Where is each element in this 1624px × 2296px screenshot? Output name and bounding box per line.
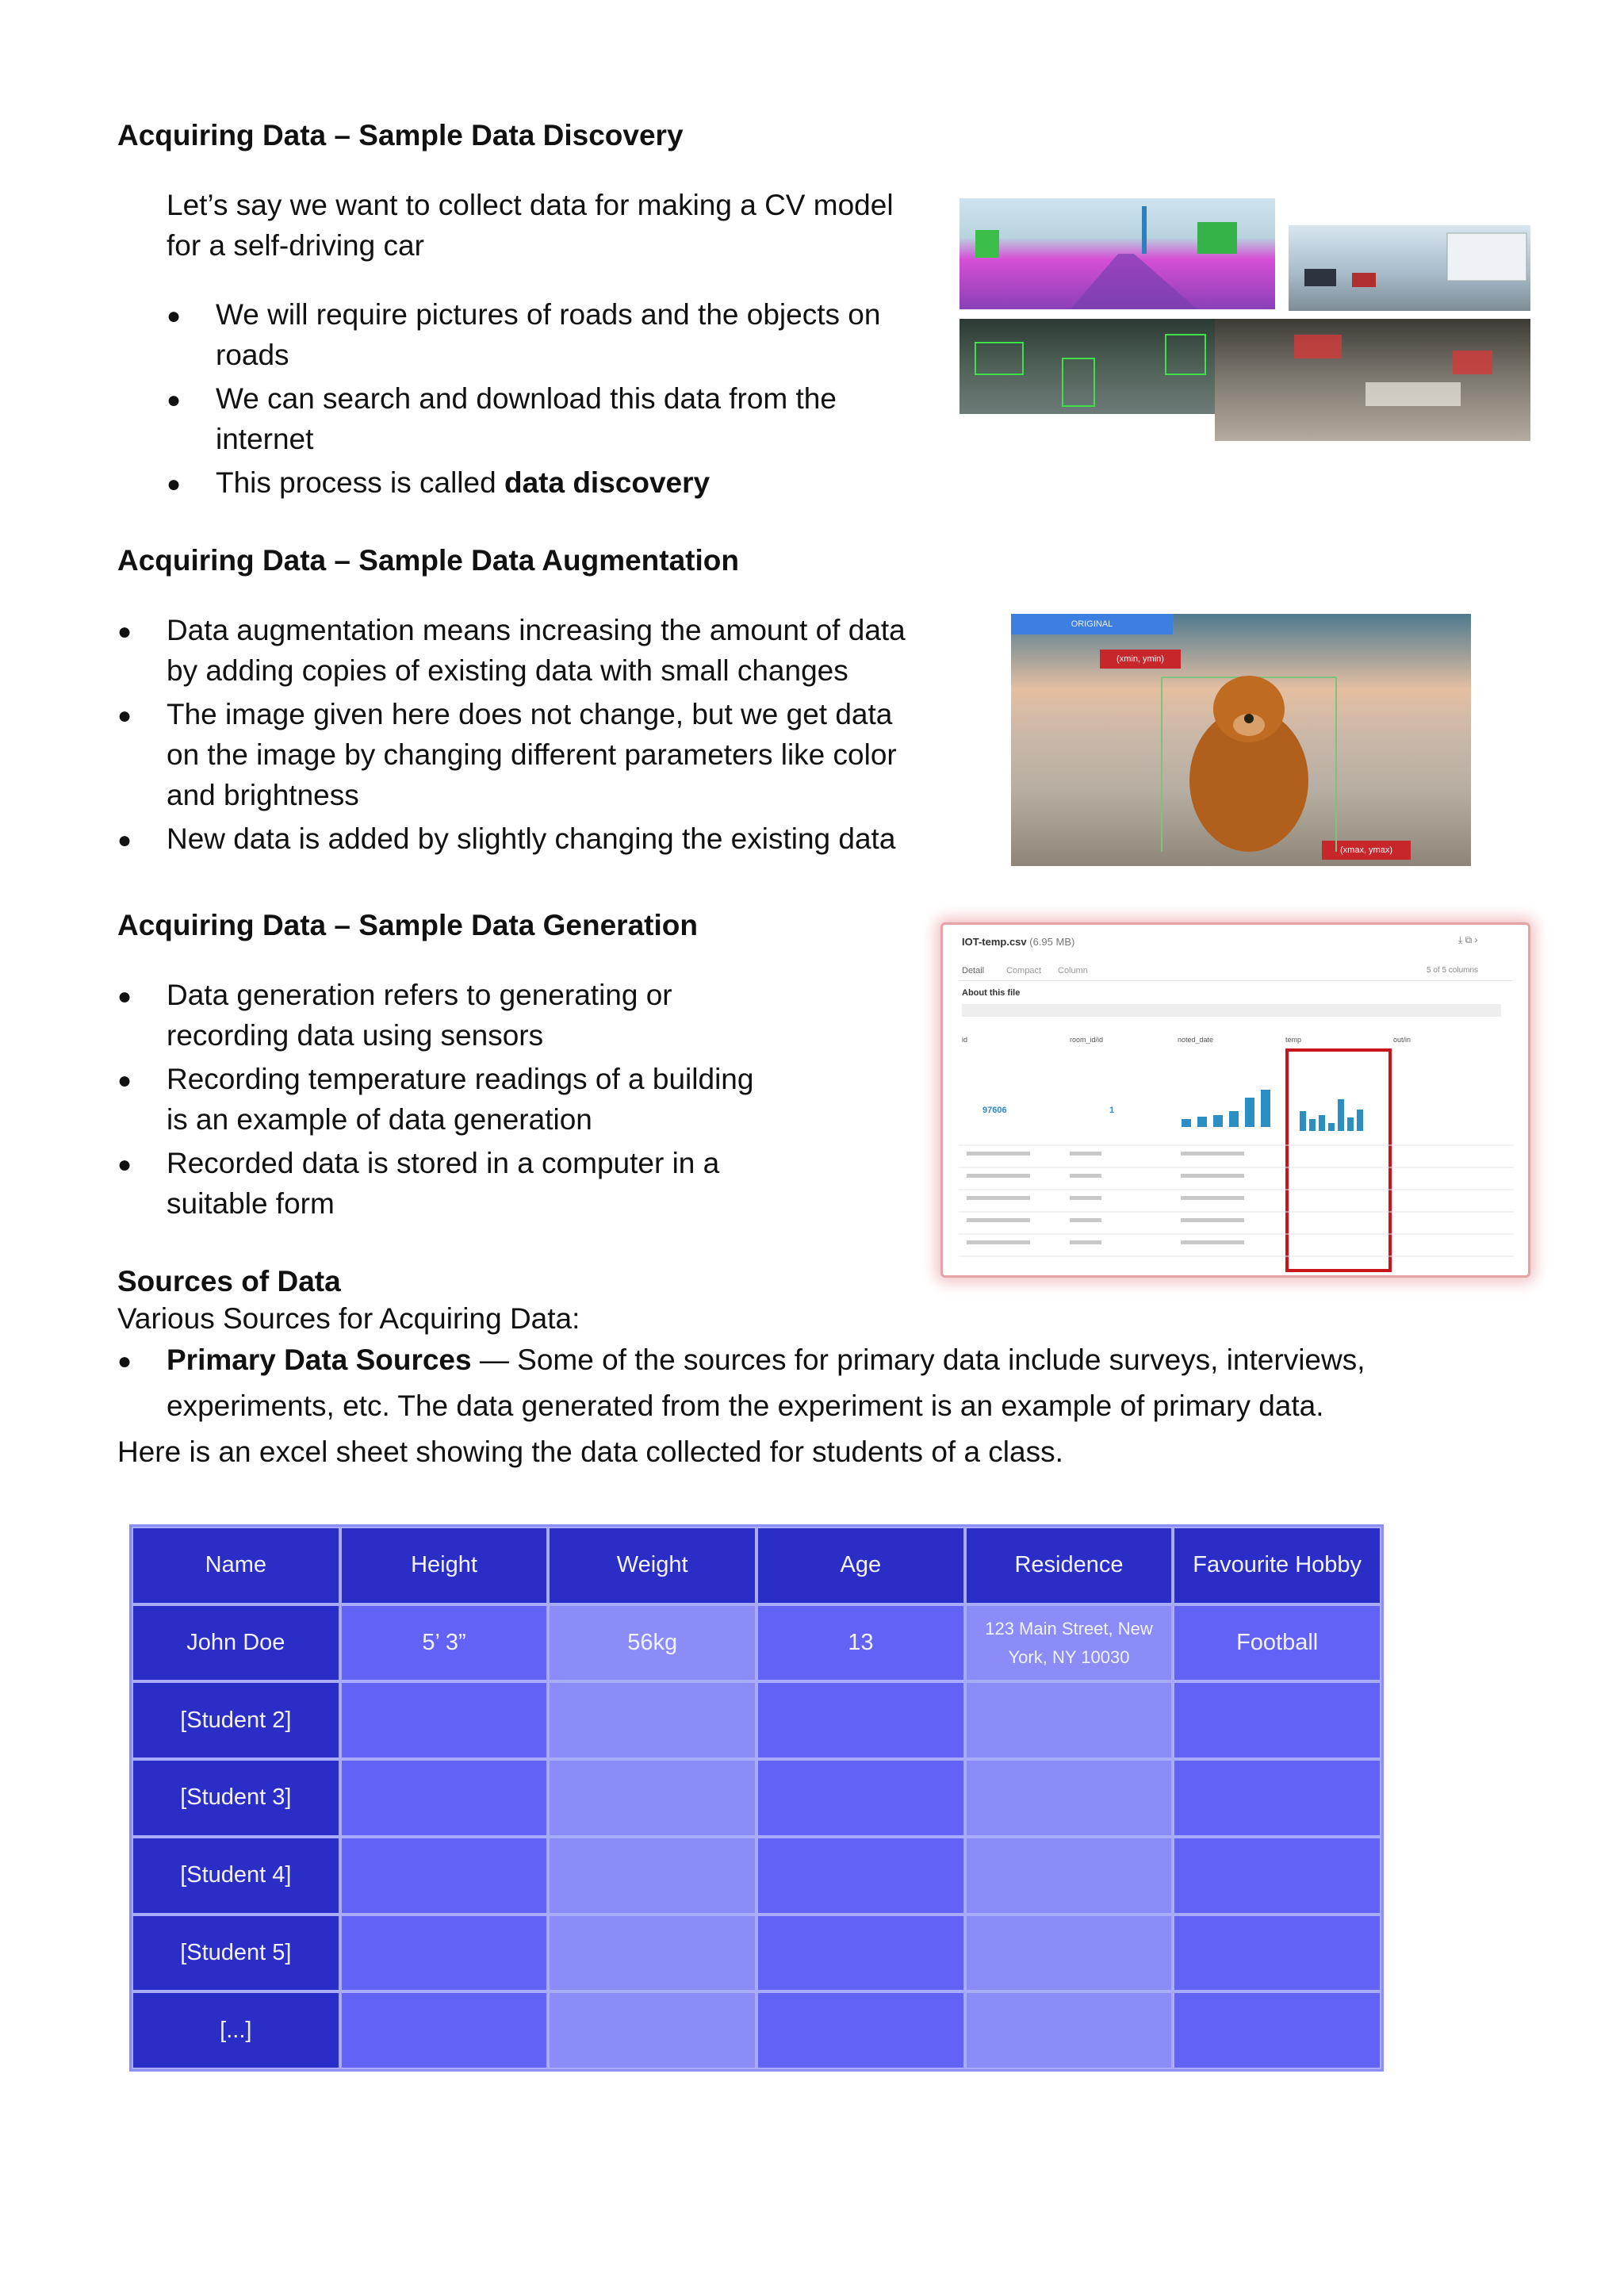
table-cell-empty	[756, 1991, 965, 2069]
table-cell-empty	[965, 1991, 1174, 2069]
table-cell-ellipsis: [...]	[132, 1991, 340, 2069]
bbox-label-bottom: (xmax, ymax)	[1322, 841, 1411, 860]
augmentation-bullet-1-line2: by adding copies of existing data with small changes	[167, 654, 848, 687]
bullet-icon: ●	[117, 1068, 132, 1094]
table-cell-empty	[965, 1837, 1174, 1915]
generation-heading: Acquiring Data – Sample Data Generation	[117, 909, 698, 941]
iot-description-bar	[962, 1004, 1501, 1017]
table-cell-empty	[756, 1837, 965, 1915]
table-cell-empty	[548, 1915, 756, 1992]
table-cell-weight: 56kg	[548, 1604, 756, 1682]
augmentation-bullet-2-line1: The image given here does not change, but we get data	[167, 698, 893, 730]
table-cell-empty	[756, 1915, 965, 1992]
discovery-intro-line1: Let’s say we want to collect data for making a CV model	[167, 189, 894, 221]
augmentation-bullet-2-line3: and brightness	[167, 779, 359, 811]
discovery-bullet-3-prefix: This process is called	[216, 466, 504, 499]
iot-columns-count: 5 of 5 columns	[1427, 966, 1479, 975]
discovery-bullet-3-bold: data discovery	[504, 466, 710, 499]
sources-heading: Sources of Data	[117, 1265, 341, 1297]
road-traffic-shapes	[1289, 225, 1530, 311]
discovery-bullet-1-line2: roads	[216, 339, 289, 371]
table-header-residence: Residence	[965, 1527, 1174, 1604]
iot-date-histogram	[1178, 1083, 1281, 1131]
table-cell-residence: 123 Main Street, New York, NY 10030	[965, 1604, 1174, 1682]
augmentation-bullet-3-line1: New data is added by slightly changing the existing data	[167, 822, 896, 855]
excel-note: Here is an excel sheet showing the data collected for students of a class.	[117, 1435, 1063, 1468]
table-header-age: Age	[756, 1527, 965, 1604]
iot-temp-histogram	[1292, 1087, 1387, 1131]
table-header-name: Name	[132, 1527, 340, 1604]
table-cell-empty	[1173, 1991, 1381, 2069]
primary-sources-line1	[167, 1340, 1365, 1380]
iot-file-size: (6.95 MB)	[1029, 936, 1075, 948]
student-data-table	[129, 1524, 1384, 2072]
iot-stat-unique: 97606	[982, 1106, 1007, 1115]
table-cell-name: John Doe	[132, 1604, 340, 1682]
primary-sources-label: Primary Data Sources	[167, 1343, 472, 1376]
table-cell-empty	[340, 1759, 549, 1837]
table-cell-empty	[548, 1681, 756, 1759]
iot-window-icons: ⤓ ⧉ ›	[1458, 934, 1478, 945]
generation-bullet-1-line1: Data generation refers to generating or	[167, 979, 672, 1011]
bullet-icon: ●	[117, 983, 132, 1010]
iot-col-temp: temp	[1285, 1036, 1302, 1044]
discovery-bullet-1-line1: We will require pictures of roads and the objects on	[216, 298, 881, 331]
table-cell-student: [Student 5]	[132, 1915, 340, 1992]
table-cell-empty	[965, 1915, 1174, 1992]
augmentation-bullet-2-line2: on the image by changing different parameters like color	[167, 738, 897, 771]
road-annotated-image	[1215, 319, 1530, 441]
table-cell-empty	[756, 1681, 965, 1759]
table-cell-empty	[965, 1681, 1174, 1759]
discovery-bullet-3	[216, 462, 710, 503]
generation-bullet-1-line2: recording data using sensors	[167, 1019, 544, 1052]
bullet-icon: ●	[117, 827, 132, 853]
iot-file-name: IOT-temp.csv	[962, 936, 1027, 948]
discovery-heading: Acquiring Data – Sample Data Discovery	[117, 119, 684, 151]
table-cell-empty	[548, 1837, 756, 1915]
iot-dataset-screenshot	[940, 922, 1530, 1278]
iot-stat-room: 1	[1109, 1106, 1115, 1115]
table-cell-empty	[756, 1759, 965, 1837]
generation-bullet-3-line2: suitable form	[167, 1187, 335, 1220]
primary-sources-line2: experiments, etc. The data generated from the experiment is an example of primary data.	[167, 1389, 1324, 1422]
discovery-bullet-2-line2: internet	[216, 423, 314, 455]
augmentation-bullet-1-line1: Data augmentation means increasing the amount of data	[167, 614, 906, 646]
table-cell-hobby: Football	[1173, 1604, 1381, 1682]
table-cell-empty	[1173, 1759, 1381, 1837]
generation-bullet-3-line1: Recorded data is stored in a computer in a	[167, 1147, 720, 1179]
iot-col-outin: out/in	[1393, 1036, 1411, 1044]
road-annotated-shapes	[1215, 319, 1530, 441]
bullet-icon: ●	[117, 619, 132, 645]
iot-file-title	[962, 936, 1074, 948]
road-segmentation-image	[959, 198, 1275, 309]
iot-tab-detail[interactable]: Detail	[962, 966, 985, 976]
table-header-height: Height	[340, 1527, 549, 1604]
table-cell-student: [Student 2]	[132, 1681, 340, 1759]
bullet-icon: ●	[117, 1152, 132, 1178]
road-detection-image	[959, 319, 1226, 414]
primary-sources-text: — Some of the sources for primary data include surveys, interviews,	[471, 1343, 1365, 1376]
discovery-bullet-2-line1: We can search and download this data from the	[216, 382, 837, 415]
generation-bullet-2-line2: is an example of data generation	[167, 1103, 592, 1136]
road-traffic-image	[1289, 225, 1530, 311]
table-cell-empty	[965, 1759, 1174, 1837]
iot-divider	[959, 980, 1512, 981]
table-cell-empty	[548, 1759, 756, 1837]
bbox-label-top: (xmin, ymin)	[1100, 650, 1181, 669]
table-cell-empty	[1173, 1837, 1381, 1915]
table-cell-empty	[1173, 1681, 1381, 1759]
table-cell-empty	[340, 1991, 549, 2069]
sources-subtitle: Various Sources for Acquiring Data:	[117, 1302, 580, 1335]
iot-col-date: noted_date	[1178, 1036, 1214, 1044]
iot-tab-column[interactable]: Column	[1058, 966, 1088, 976]
bullet-icon: ●	[117, 1348, 132, 1374]
bullet-icon: ●	[167, 303, 182, 329]
road-detection-shapes	[959, 319, 1226, 414]
table-cell-student: [Student 3]	[132, 1759, 340, 1837]
table-cell-empty	[548, 1991, 756, 2069]
image-original-tag: ORIGINAL	[1011, 614, 1173, 634]
iot-col-room: room_id/id	[1070, 1036, 1104, 1044]
table-cell-empty	[340, 1681, 549, 1759]
discovery-intro-line2: for a self-driving car	[167, 229, 424, 262]
generation-bullet-2-line1: Recording temperature readings of a building	[167, 1063, 754, 1095]
iot-tab-compact[interactable]: Compact	[1006, 966, 1042, 976]
table-cell-empty	[1173, 1915, 1381, 1992]
bullet-icon: ●	[117, 703, 132, 729]
table-header-weight: Weight	[548, 1527, 756, 1604]
iot-about: About this file	[962, 988, 1021, 998]
augmentation-heading: Acquiring Data – Sample Data Augmentation	[117, 544, 739, 577]
dog-figure	[1011, 614, 1471, 866]
table-header-hobby: Favourite Hobby	[1173, 1527, 1381, 1604]
dog-augmentation-image	[1011, 614, 1471, 866]
bullet-icon: ●	[167, 387, 182, 413]
table-cell-height: 5’ 3”	[340, 1604, 549, 1682]
table-cell-empty	[340, 1915, 549, 1992]
iot-col-id: id	[962, 1036, 968, 1044]
table-cell-student: [Student 4]	[132, 1837, 340, 1915]
table-cell-age: 13	[756, 1604, 965, 1682]
road-segmentation-shapes	[959, 198, 1275, 309]
bullet-icon: ●	[167, 471, 182, 497]
iot-rows	[959, 1137, 1514, 1272]
table-cell-empty	[340, 1837, 549, 1915]
